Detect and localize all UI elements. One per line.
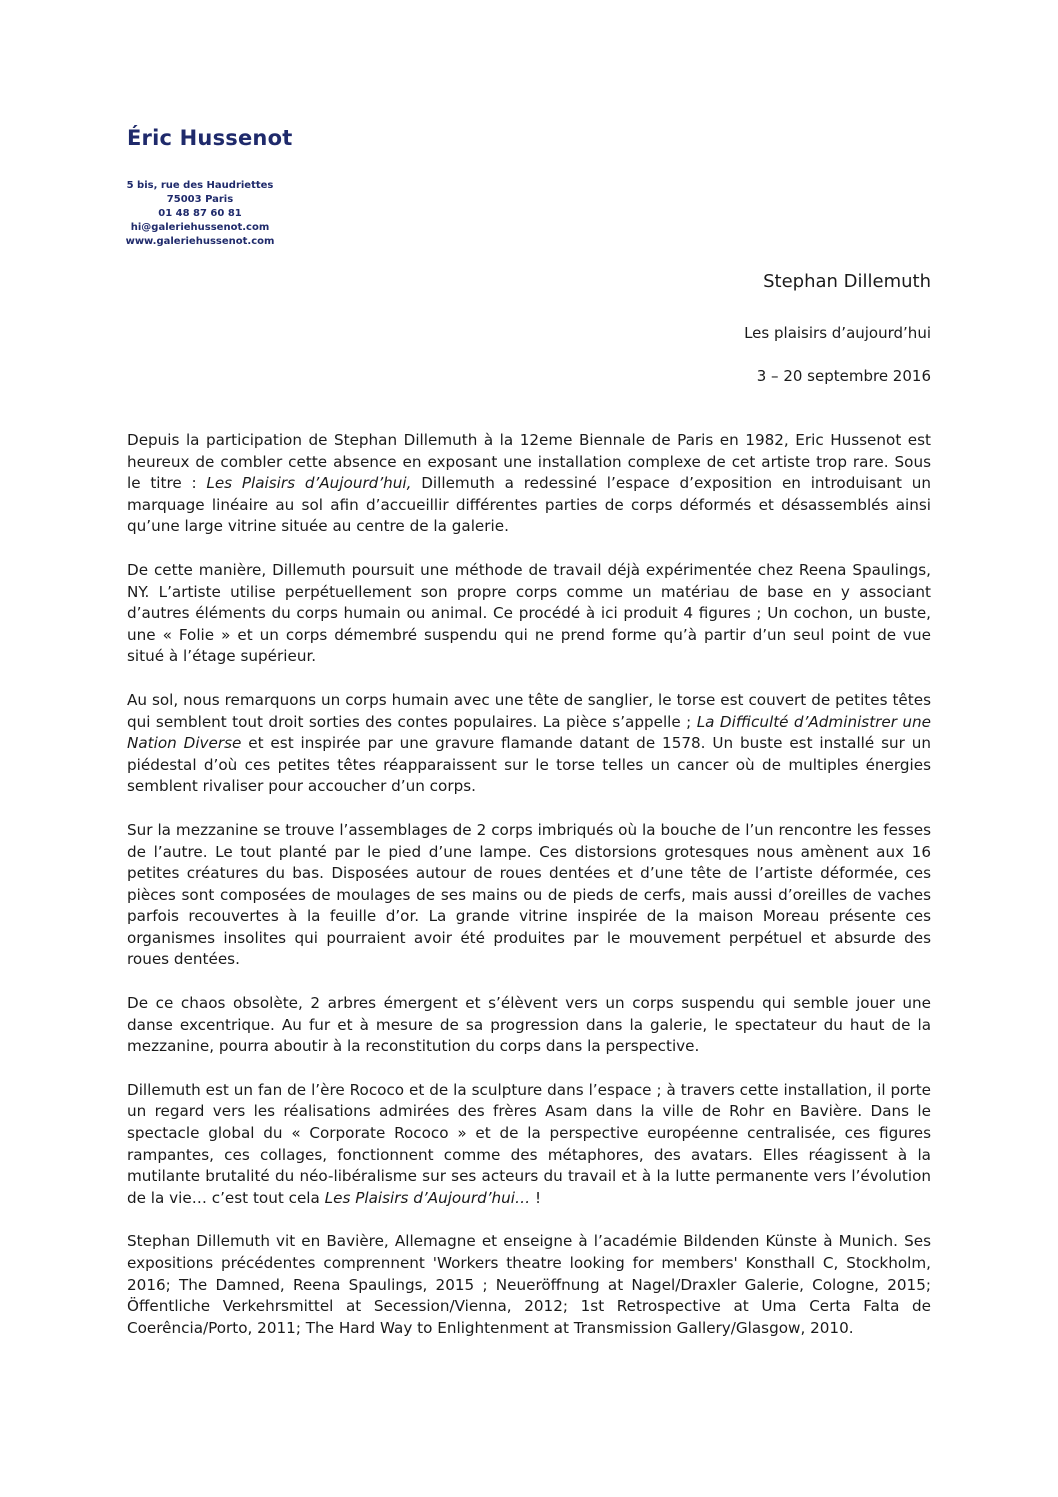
paragraph-intro-title: Les Plaisirs d’Aujourd’hui, <box>206 474 412 493</box>
paragraph-intro-text-a: Depuis la participation de Stephan Dillemuth à la 12eme Biennale de Paris en 1982, Eric Hussenot est heureux de combler cette absence en exposant une installation complexe de cet artiste trop rare. Sous le titre : <box>127 431 931 493</box>
press-release-body <box>127 430 931 1361</box>
paragraph-floor-text-b: et est inspirée par une gravure flamande datant de 1578. Un buste est installé sur un piédestal d’où ces petites têtes réapparaissent sur le torse telles un cancer où de multiples énergies semblent rivaliser pour accoucher d’un corps. <box>127 734 931 796</box>
artist-name: Stephan Dillemuth <box>763 271 931 292</box>
paragraph-intro-text-b: Dillemuth a redessiné l’espace d’exposition en introduisant un marquage linéaire au sol afin d’accueillir différentes parties de corps déformés et désassemblés ainsi qu’une large vitrine située au centre de la galerie. <box>127 474 931 536</box>
paragraph-method: De cette manière, Dillemuth poursuit une méthode de travail déjà expérimentée chez Reena Spaulings, NY. L’artiste utilise perpétuellement son propre corps comme un matériau de base en y associant d’autres éléments du corps humain ou animal. Ce procédé à ici produit 4 figures ; Un cochon, un buste, une « Folie » et un corps démembré suspendu qui ne prend forme qu’à partir d’un seul point de vue situé à l’étage supérieur. <box>127 560 931 666</box>
paragraph-rococo-text-b: ! <box>530 1188 542 1207</box>
exhibition-dates: 3 – 20 septembre 2016 <box>756 367 931 385</box>
address-email: hi@galeriehussenot.com <box>130 222 270 233</box>
paragraph-rococo-title: Les Plaisirs d’Aujourd’hui… <box>324 1188 531 1207</box>
paragraph-intro <box>127 430 931 538</box>
paragraph-floor-text-a: Au sol, nous remarquons un corps humain avec une tête de sanglier, le torse est couvert de petites têtes qui semblent tout droit sorties des contes populaires. La pièce s’appelle ; <box>127 690 931 731</box>
paragraph-floor-title: La Difficulté d’Administrer une Nation Diverse <box>127 712 932 753</box>
gallery-address <box>120 179 280 249</box>
paragraph-rococo-text-a: Dillemuth est un fan de l’ère Rococo et de la sculpture dans l’espace ; à travers cette installation, il porte un regard vers les réalisations admirées des frères Asam dans la ville de Rohr en Bavière. Dans le spectacle global du « Corporate Rococo » et de la perspective européenne centralisée, ces figures rampantes, ces collages, fonctionnent comme des métaphores, des avatars. Elles réagissent à la mutilante brutalité du néo-libéralisme sur ses acteurs du travail et à la lutte permanente vers l’évolution de la vie… c’est tout cela <box>127 1080 931 1207</box>
paragraph-floor <box>127 690 931 798</box>
address-website: www.galeriehussenot.com <box>125 236 275 247</box>
gallery-name: Éric Hussenot <box>127 126 293 150</box>
address-street: 5 bis, rue des Haudriettes <box>126 180 274 191</box>
address-phone: 01 48 87 60 81 <box>158 208 242 219</box>
exhibition-title: Les plaisirs d’aujourd’hui <box>744 324 931 342</box>
paragraph-mezzanine: Sur la mezzanine se trouve l’assemblages de 2 corps imbriqués où la bouche de l’un rencontre les fesses de l’autre. Le tout planté par le pied d’une lampe. Ces distorsions grotesques nous amènent aux 16 petites créatures du bas. Disposées autour de roues dentées et d’une tête de l’artiste déformée, ces pièces sont composées de moulages de ses mains ou de pieds de cerfs, mais aussi d’oreilles de vaches parfois recouvertes à la feuille d’or. La grande vitrine inspirée de la maison Moreau présente ces organismes insolites qui pourraient avoir été produites par le mouvement perpétuel et absurde des roues dentées. <box>127 820 931 969</box>
paragraph-chaos: De ce chaos obsolète, 2 arbres émergent et s’élèvent vers un corps suspendu qui semble jouer une danse excentrique. Au fur et à mesure de sa progression dans la galerie, le spectateur du haut de la mezzanine, pourra aboutir à la reconstitution du corps dans la perspective. <box>127 994 931 1056</box>
paragraph-rococo <box>127 1080 931 1210</box>
address-city: 75003 Paris <box>166 194 234 205</box>
paragraph-biography: Stephan Dillemuth vit en Bavière, Allemagne et enseigne à l’académie Bildenden Künste à Munich. Ses expositions précédentes comprennent 'Workers theatre looking for members' Konsthall C, Stockholm, 2016; The Damned, Reena Spaulings, 2015 ; Neueröffnung at Nagel/Draxler Galerie, Cologne, 2015; Öffentliche Verkehrsmittel at Secession/Vienna, 2012; 1st Retrospective at Uma Certa Falta de Coerência/Porto, 2011; The Hard Way to Enlightenment at Transmission Gallery/Glasgow, 2010. <box>127 1232 931 1337</box>
